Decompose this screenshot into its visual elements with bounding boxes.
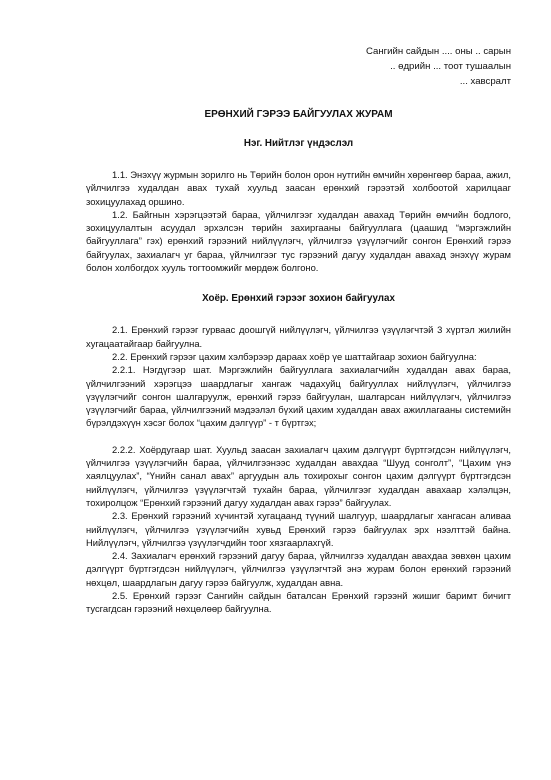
paragraph-1-1: 1.1. Энэхүү журмын зорилго нь Төрийн болон орон нутгийн өмчийн хөрөнгөөр бараа, ажил, үйлчилгээ худалдан авах тухай хуульд заасан ерөнхий гэрээтэй холбоотой харилцааг зохицуулахад оршино.	[86, 169, 511, 207]
paragraph-2-2-1: 2.2.1. Нэгдүгээр шат. Мэргэжлийн байгууллага захиалагчийн худалдан авах бараа, үйлчилгээний хэрэгцээ шаардлагыг хангаж чадахуйц байгууллах нийлүүлэгч, үйлчилгээ үзүүлэгчийг сонгон шалгаруулж, ерөнхий гэрээ байгуулан, шалгарсан нийлүүлэгч, үйлчилгээ үзүүлэгчийг бараа, үйлчилгээний мэдээлэл бүхий цахим худалдан авах ажиллагааны системийн бүрэлдэхүүн хэсэг болох “цахим дэлгүүр” - т бүртгэх;	[86, 364, 511, 429]
decree-annex-note	[86, 44, 511, 89]
paragraph-2-1: 2.1. Ерөнхий гэрээг гурваас доошгүй нийлүүлэгч, үйлчилгээ үзүүлэгчтэй 3 хүртэл жилийн хугацаатайгаар байгуулна.	[86, 324, 511, 349]
annex-line-2: .. өдрийн ... тоот тушаалын	[390, 61, 511, 72]
section-1-heading: Нэг. Нийтлэг үндэслэл	[243, 138, 354, 149]
section-2-heading: Хоёр. Ерөнхий гэрээг зохион байгуулах	[202, 293, 395, 305]
annex-line-3: ... хавсралт	[459, 76, 511, 87]
section-spacer	[86, 274, 511, 293]
paragraph-2-2-2: 2.2.2. Хоёрдугаар шат. Хуульд заасан захиалагч цахим дэлгүүрт бүртгэгдсэн нийлүүлэгч, үйлчилгээ үзүүлэгчийн бараа, үйлчилгээнээс худалдан авахдаа “Шууд сонголт”, “Цахим үнэ хаялцуулах”, “Үнийн санал авах” аргуудын аль тохирохыг сонгон цахим дэлгүүрт бүртгэгдсэн нийлүүлэгч, үйлчилгээ үзүүлэгчтэй тухайн бараа, үйлчилгээг худалдан авахаар хэлэлцэн, тохиролцож “Ерөнхий гэрээний дагуу худалдан авах гэрээ” байгуулах.	[86, 443, 511, 508]
annex-line-1: Сангийн сайдын .... оны .. сарын	[366, 46, 511, 57]
paragraph-2-4: 2.4. Захиалагч ерөнхий гэрээний дагуу бараа, үйлчилгээ худалдан авахдаа зөвхөн цахим дэлгүүрт бүртгэгдсэн нийлүүлэгч, үйлчилгээ үзүүлэгчтэй энэ журам болон ерөнхий гэрээний нөхцөл, шаардлагын дагуу гэрээ байгуулж, худалдан авна.	[86, 550, 511, 588]
paragraph-2-2: 2.2. Ерөнхий гэрээг цахим хэлбэрээр дараах хоёр үе шаттайгаар зохион байгуулна:	[112, 350, 477, 362]
paragraph-2-5: 2.5. Ерөнхий гэрээг Сангийн сайдын баталсан Ерөнхий гэрээнй жишиг баримт бичигт тусгагдсан гэрээний нөхцөлөөр байгуулна.	[86, 590, 511, 615]
paragraph-1-2: 1.2. Байгнын хэрэгцээтэй бараа, үйлчилгээг худалдан авахад Төрийн өмчийн бодлого, зохицуулалтын асуудал эрхэлсэн төрийн захиргааны байгууллага (цаашид “мэргэжлийн байгууллага” гэх) ерөнхий гэрээний нийлүүлэгч, үйлчилгээ үзүүлэгчийг сонгон Ерөнхий гэрээ байгуулах, захиалагч уг бараа, үйлчилгээг тус гэрээний дагуу худалдан авахад энэхүү журам болон холбогдох хууль тогтоомжийг мөрдөж болгоно.	[86, 208, 511, 274]
paragraph-spacer	[86, 430, 511, 443]
document-title: ЕРӨНХИЙ ГЭРЭЭ БАЙГУУЛАХ ЖУРАМ	[204, 109, 393, 120]
paragraph-2-3: 2.3. Ерөнхий гэрээний хүчинтэй хугацаанд түүний шалгуур, шаардлагыг хангасан аливаа нийлүүлэгч, үйлчилгээ үзүүлэгчийн хувьд Ерөнхий гэрээ байгуулах эрх нээлттэй байна. Нийлүүлэгч, үйлчилгээ үзүүлэгчдийн тоог хязгаарлахгүй.	[86, 510, 511, 548]
